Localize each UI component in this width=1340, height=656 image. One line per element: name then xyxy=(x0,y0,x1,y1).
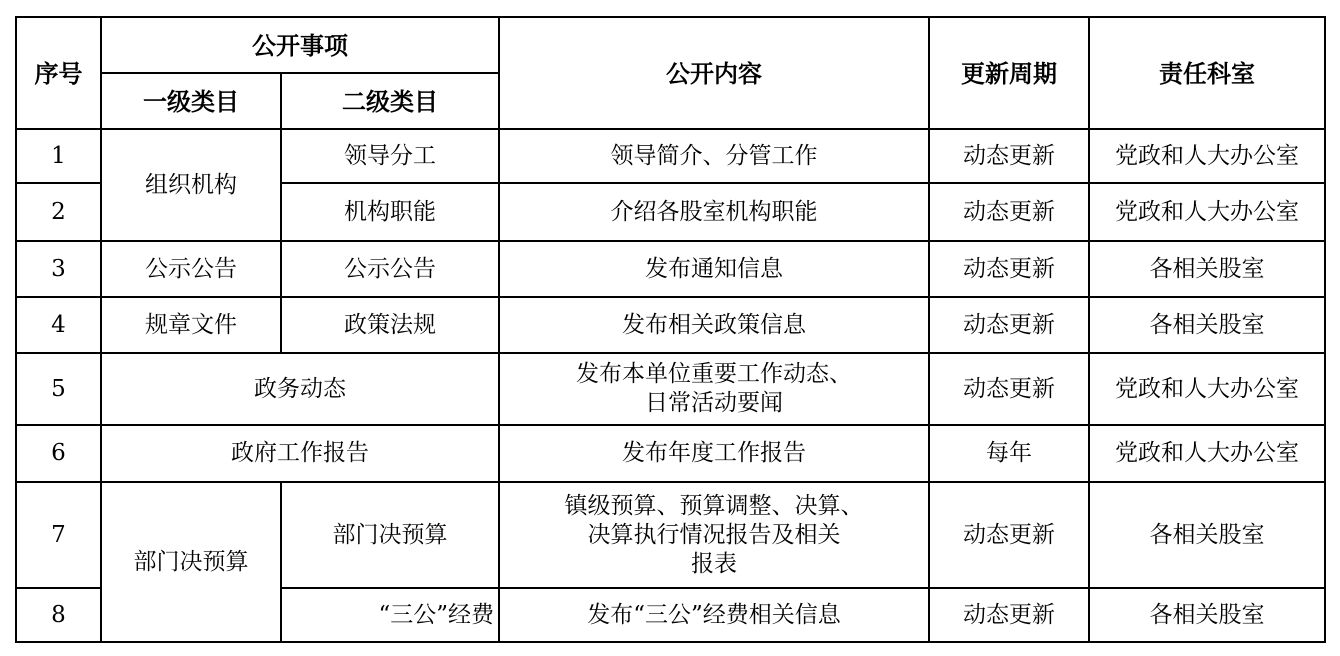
table-row xyxy=(16,353,1325,425)
cell-no: 8 xyxy=(16,588,101,642)
cell-level1: 规章文件 xyxy=(101,297,281,353)
disclosure-table xyxy=(15,16,1326,643)
cell-level2: 部门决预算 xyxy=(281,482,499,588)
table-row xyxy=(16,425,1325,482)
cell-content xyxy=(499,353,929,425)
cell-cycle: 动态更新 xyxy=(929,353,1089,425)
cell-level1: 组织机构 xyxy=(101,129,281,241)
cell-level1: 公示公告 xyxy=(101,241,281,297)
header-cycle: 更新周期 xyxy=(929,17,1089,129)
cell-content-text: 发布本单位重要工作动态、 日常活动要闻 xyxy=(576,361,852,416)
cell-no: 2 xyxy=(16,183,101,241)
cell-cycle: 动态更新 xyxy=(929,241,1089,297)
cell-dept: 各相关股室 xyxy=(1089,297,1325,353)
cell-no: 7 xyxy=(16,482,101,588)
cell-item: 政务动态 xyxy=(101,353,499,425)
cell-dept: 各相关股室 xyxy=(1089,482,1325,588)
header-level1: 一级类目 xyxy=(101,73,281,129)
cell-content-text: 镇级预算、预算调整、决算、 决算执行情况报告及相关 报表 xyxy=(564,492,864,577)
cell-dept: 党政和人大办公室 xyxy=(1089,353,1325,425)
cell-no: 5 xyxy=(16,353,101,425)
cell-level2: “三公”经费 xyxy=(281,588,499,642)
header-content: 公开内容 xyxy=(499,17,929,129)
header-matters: 公开事项 xyxy=(101,17,499,73)
cell-no: 3 xyxy=(16,241,101,297)
cell-dept: 各相关股室 xyxy=(1089,241,1325,297)
cell-cycle: 动态更新 xyxy=(929,588,1089,642)
cell-level2: 公示公告 xyxy=(281,241,499,297)
cell-cycle: 动态更新 xyxy=(929,183,1089,241)
cell-content xyxy=(499,482,929,588)
cell-no: 1 xyxy=(16,129,101,183)
header-row-top xyxy=(16,17,1325,73)
cell-level1: 部门决预算 xyxy=(101,482,281,642)
table-row xyxy=(16,297,1325,353)
header-dept: 责任科室 xyxy=(1089,17,1325,129)
header-level2: 二级类目 xyxy=(281,73,499,129)
cell-no: 4 xyxy=(16,297,101,353)
cell-item: 政府工作报告 xyxy=(101,425,499,482)
cell-dept: 党政和人大办公室 xyxy=(1089,183,1325,241)
cell-no: 6 xyxy=(16,425,101,482)
cell-content: 发布通知信息 xyxy=(499,241,929,297)
cell-level2: 政策法规 xyxy=(281,297,499,353)
cell-dept: 党政和人大办公室 xyxy=(1089,129,1325,183)
cell-content: 介绍各股室机构职能 xyxy=(499,183,929,241)
table-row xyxy=(16,129,1325,183)
cell-content: 发布相关政策信息 xyxy=(499,297,929,353)
cell-cycle: 动态更新 xyxy=(929,129,1089,183)
cell-dept: 各相关股室 xyxy=(1089,588,1325,642)
cell-content: 领导简介、分管工作 xyxy=(499,129,929,183)
cell-cycle: 每年 xyxy=(929,425,1089,482)
table-row xyxy=(16,482,1325,588)
cell-content: 发布“三公”经费相关信息 xyxy=(499,588,929,642)
header-no: 序号 xyxy=(16,17,101,129)
cell-dept: 党政和人大办公室 xyxy=(1089,425,1325,482)
cell-level2: 领导分工 xyxy=(281,129,499,183)
cell-cycle: 动态更新 xyxy=(929,482,1089,588)
cell-content: 发布年度工作报告 xyxy=(499,425,929,482)
cell-cycle: 动态更新 xyxy=(929,297,1089,353)
cell-level2: 机构职能 xyxy=(281,183,499,241)
table-row xyxy=(16,241,1325,297)
